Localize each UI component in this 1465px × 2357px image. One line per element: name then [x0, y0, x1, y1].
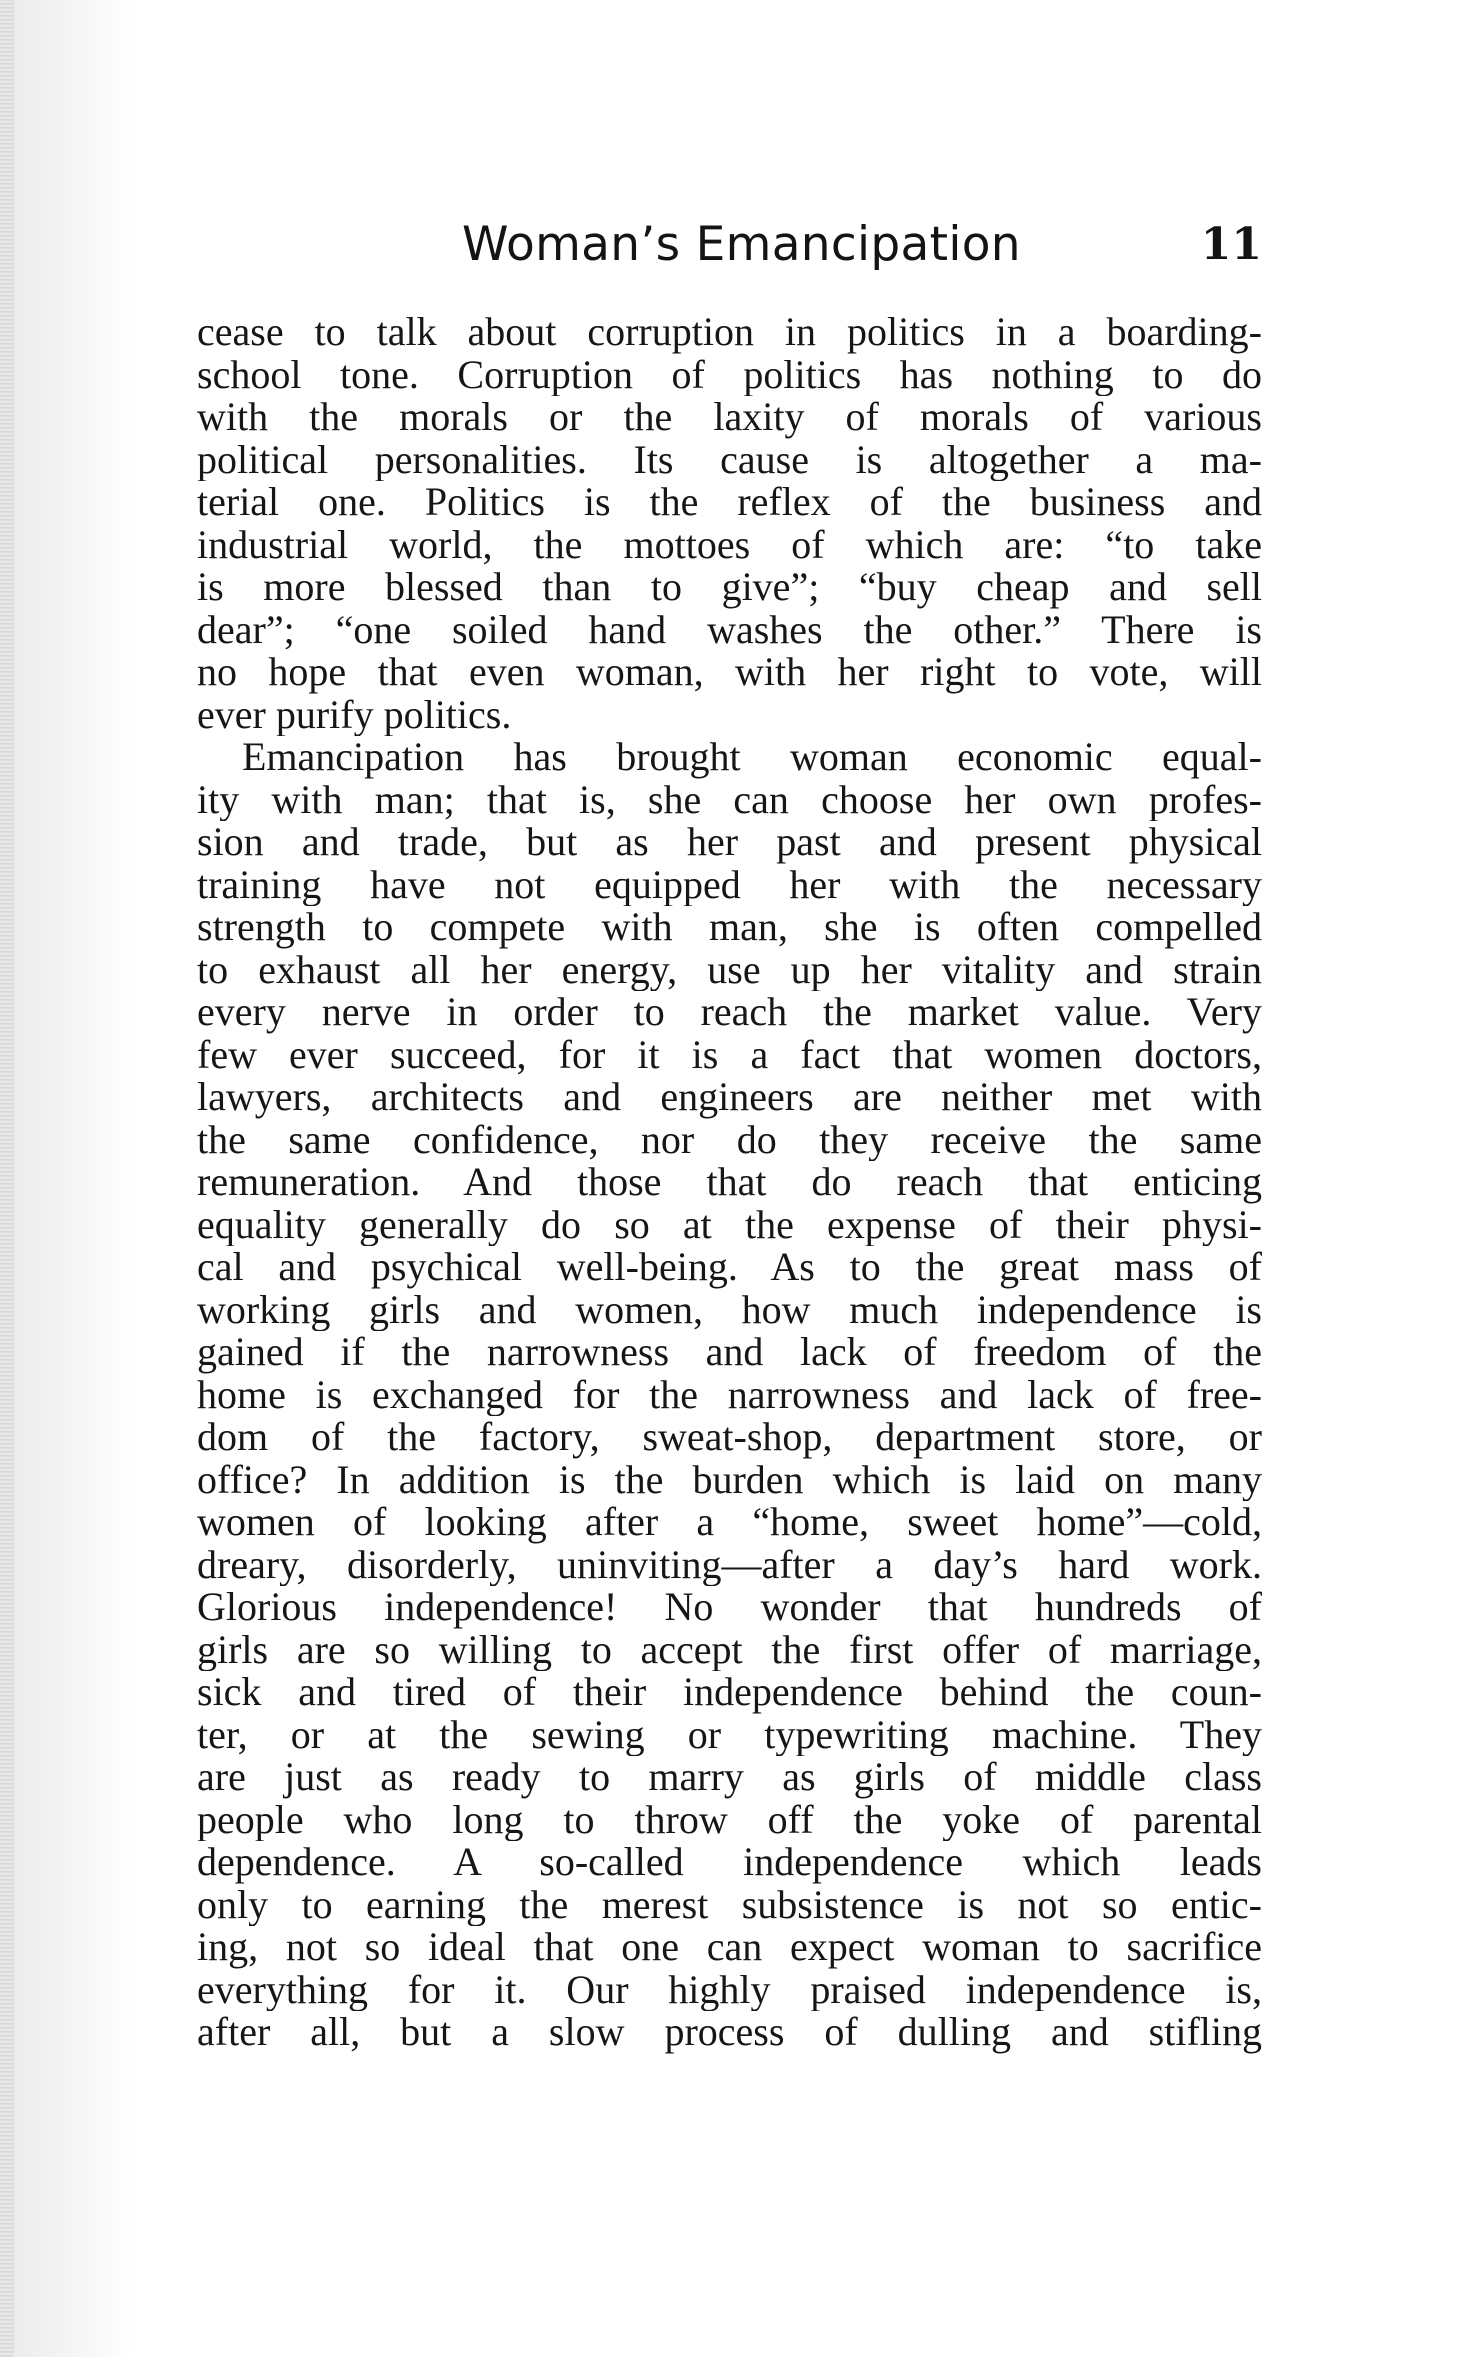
- text-line: are just as ready to marry as girls of middle class: [197, 1756, 1262, 1799]
- text-line: every nerve in order to reach the market value. Very: [197, 991, 1262, 1034]
- text-line: home is exchanged for the narrowness and lack of free-: [197, 1373, 1262, 1416]
- text-line: dom of the factory, sweat-shop, department store, or: [197, 1416, 1262, 1459]
- text-line: dear”; “one soiled hand washes the other.” There is: [197, 608, 1262, 651]
- scan-edge-shading: [0, 0, 14, 2357]
- running-head-title: Woman’s Emancipation: [462, 217, 1021, 272]
- text-line: dreary, disorderly, uninviting—after a day’s hard work.: [197, 1543, 1262, 1586]
- text-line: people who long to throw off the yoke of parental: [197, 1798, 1262, 1841]
- text-line: to exhaust all her energy, use up her vitality and strain: [197, 948, 1262, 991]
- text-line: terial one. Politics is the reflex of the business and: [197, 481, 1262, 524]
- text-line: training have not equipped her with the necessary: [197, 863, 1262, 906]
- text-line: strength to compete with man, she is often compelled: [197, 906, 1262, 949]
- text-line: women of looking after a “home, sweet home”—cold,: [197, 1501, 1262, 1544]
- text-line: is more blessed than to give”; “buy cheap and sell: [197, 566, 1262, 609]
- text-line: sion and trade, but as her past and present physical: [197, 821, 1262, 864]
- text-line: no hope that even woman, with her right to vote, will: [197, 651, 1262, 694]
- paragraph-first-line: Emancipation has brought woman economic equal-: [242, 736, 1262, 779]
- text-line: office? In addition is the burden which is laid on many: [197, 1458, 1262, 1501]
- text-line: few ever succeed, for it is a fact that women doctors,: [197, 1033, 1262, 1076]
- text-line: cal and psychical well-being. As to the great mass of: [197, 1246, 1262, 1289]
- text-line: ity with man; that is, she can choose her own profes-: [197, 778, 1262, 821]
- text-line: with the morals or the laxity of morals of various: [197, 396, 1262, 439]
- text-line: Glorious independence! No wonder that hundreds of: [197, 1586, 1262, 1629]
- text-line: sick and tired of their independence behind the coun-: [197, 1671, 1262, 1714]
- scan-edge-gradient: [14, 0, 134, 2357]
- text-line: equality generally do so at the expense of their physi-: [197, 1203, 1262, 1246]
- text-line: remuneration. And those that do reach that enticing: [197, 1161, 1262, 1204]
- text-line: working girls and women, how much independence is: [197, 1288, 1262, 1331]
- paragraph-end-line: ever purify politics.: [197, 693, 512, 736]
- text-line: after all, but a slow process of dulling and stifling: [197, 2011, 1262, 2054]
- text-line: lawyers, architects and engineers are neither met with: [197, 1076, 1262, 1119]
- text-line: the same confidence, nor do they receive the same: [197, 1118, 1262, 1161]
- text-line: gained if the narrowness and lack of freedom of the: [197, 1331, 1262, 1374]
- text-line: dependence. A so-called independence which leads: [197, 1841, 1262, 1884]
- text-line: girls are so willing to accept the first offer of marriage,: [197, 1628, 1262, 1671]
- running-head: [462, 213, 1262, 277]
- text-line: only to earning the merest subsistence is not so entic-: [197, 1883, 1262, 1926]
- text-line: everything for it. Our highly praised independence is,: [197, 1968, 1262, 2011]
- text-line: ing, not so ideal that one can expect woman to sacrifice: [197, 1926, 1262, 1969]
- text-line: industrial world, the mottoes of which are: “to take: [197, 523, 1262, 566]
- text-line: cease to talk about corruption in politics in a boarding-: [197, 311, 1262, 354]
- page-number: 11: [1200, 219, 1262, 270]
- body-text: [197, 311, 1262, 2054]
- text-line: ter, or at the sewing or typewriting machine. They: [197, 1713, 1262, 1756]
- text-line: school tone. Corruption of politics has nothing to do: [197, 353, 1262, 396]
- text-line: political personalities. Its cause is altogether a ma-: [197, 438, 1262, 481]
